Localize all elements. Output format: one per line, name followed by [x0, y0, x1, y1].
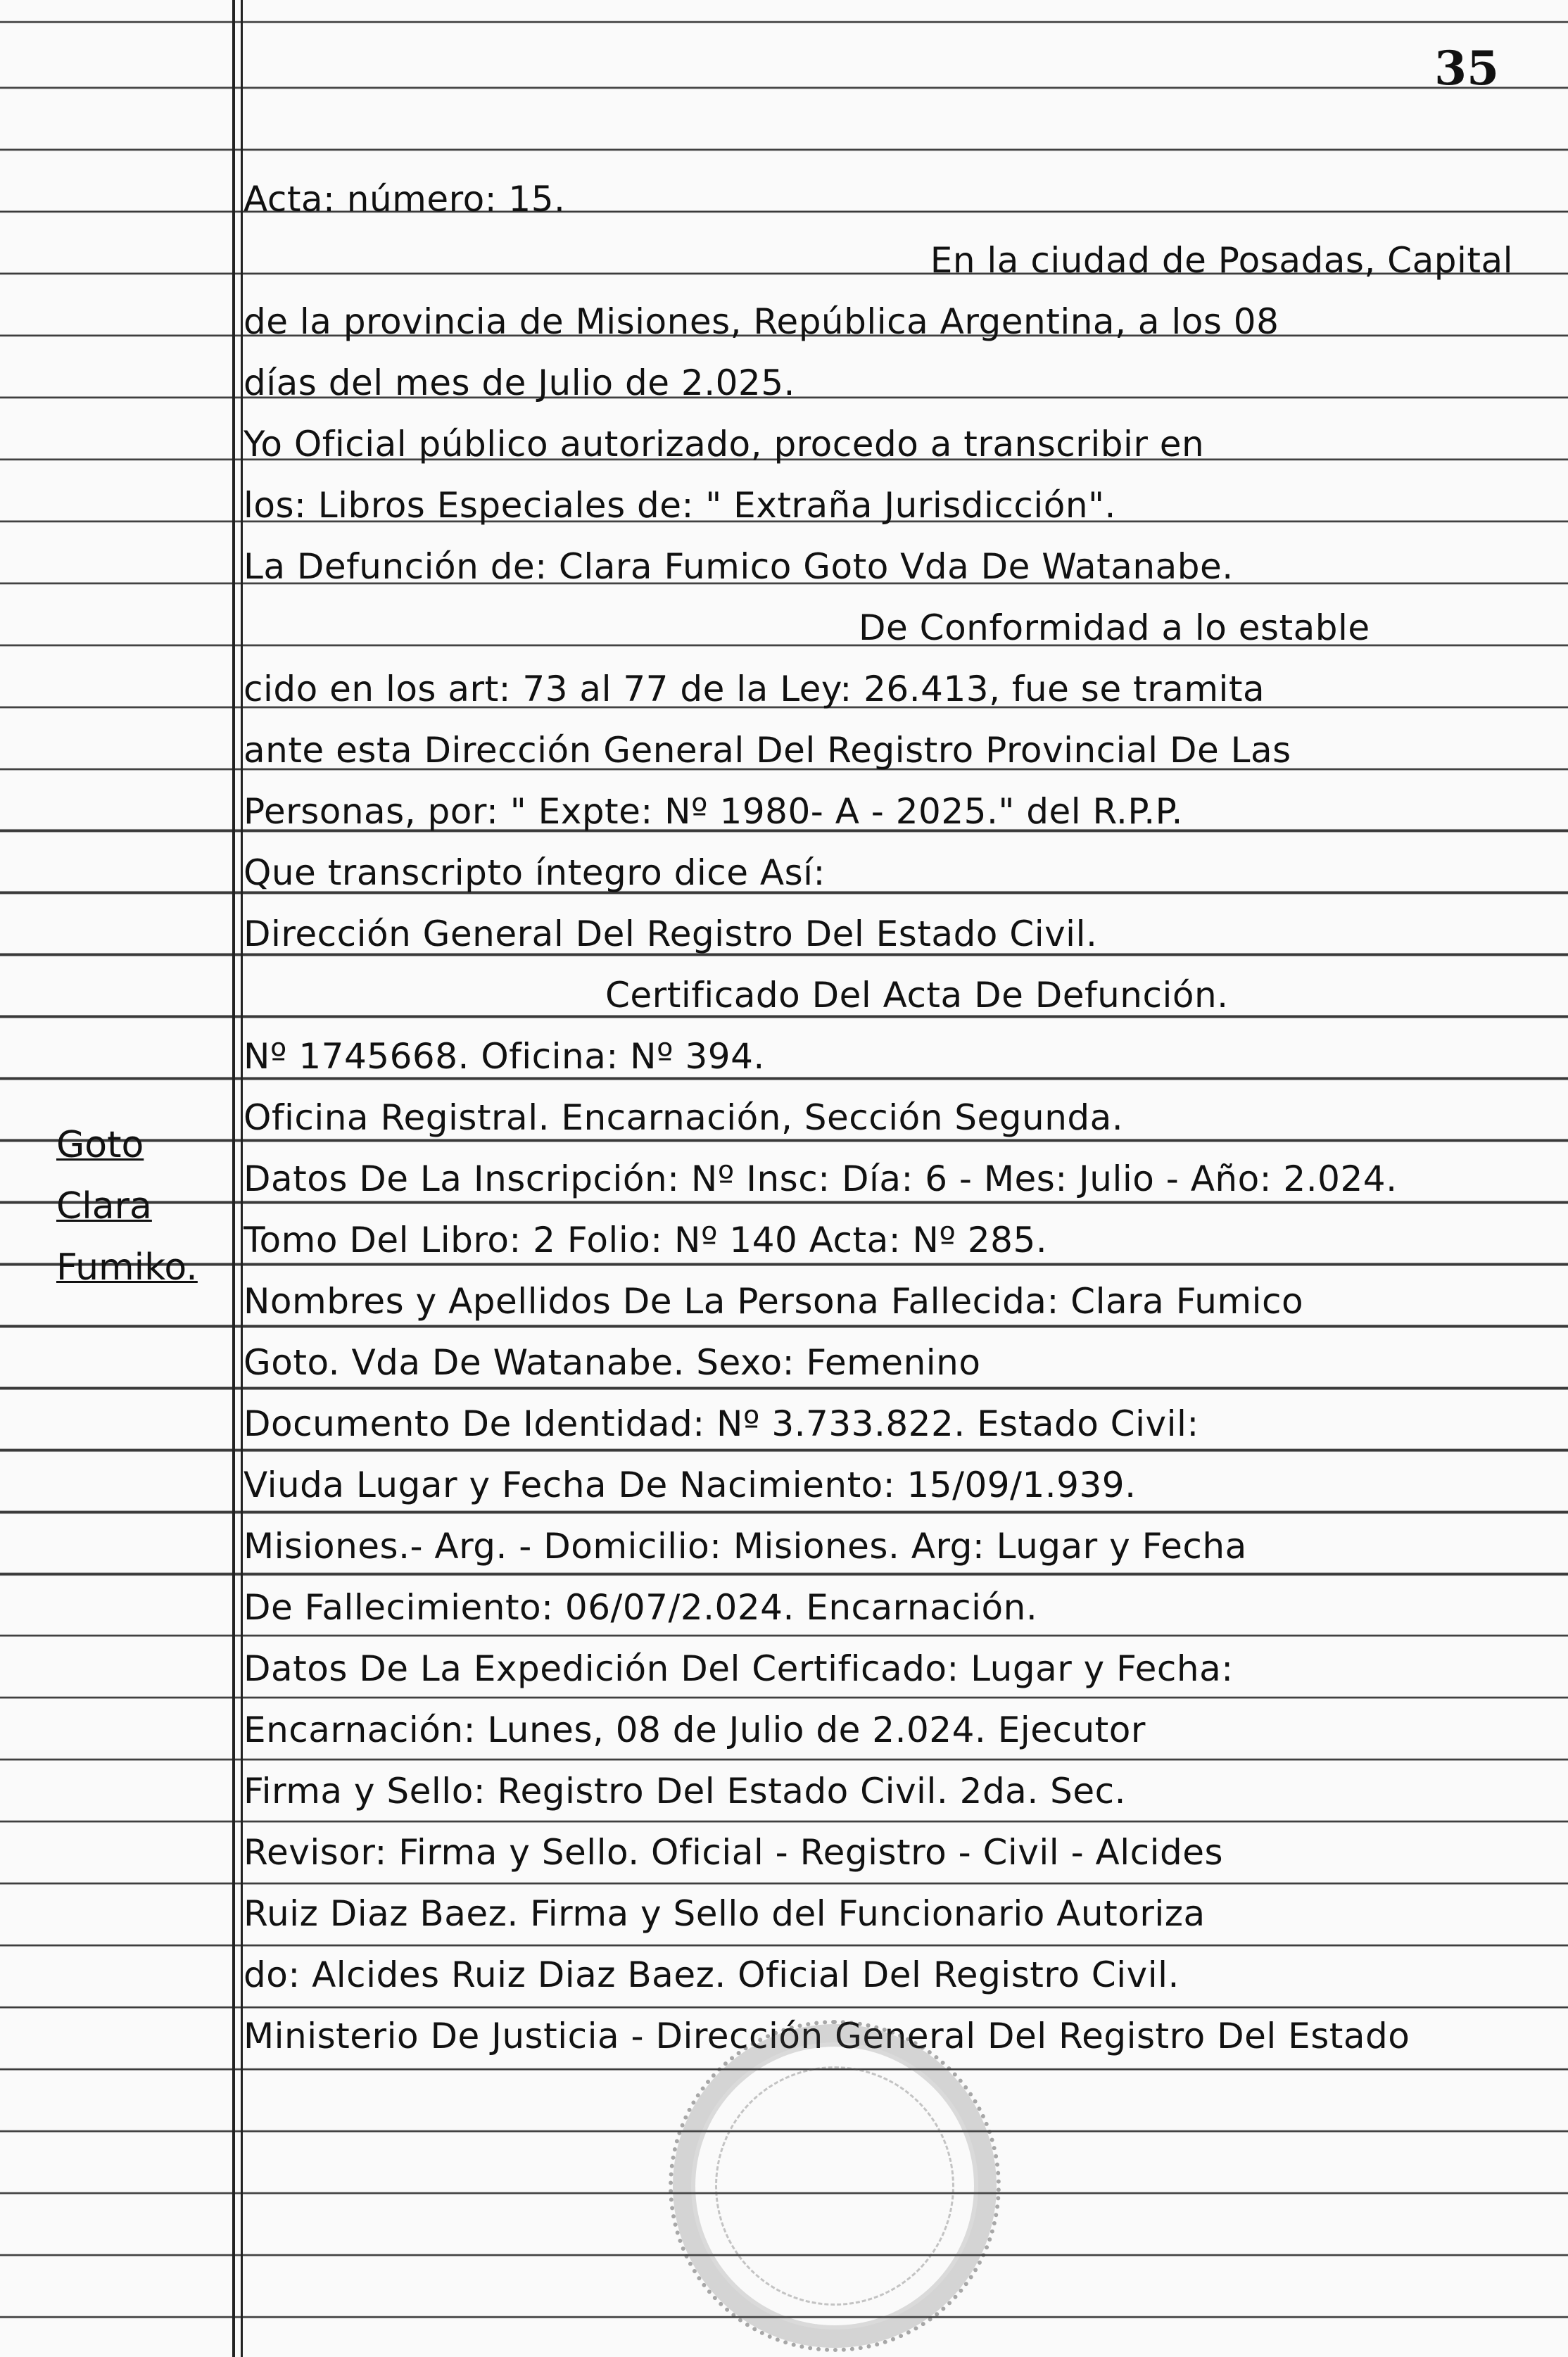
record-line: Firma y Sello: Registro Del Estado Civil. 2da. Sec. — [244, 1771, 1126, 1812]
record-line: De Fallecimiento: 06/07/2.024. Encarnación. — [244, 1587, 1038, 1628]
record-line: Ministerio De Justicia - Dirección General Del Registro Del Estado — [244, 2016, 1410, 2056]
official-seal-stamp — [669, 2020, 1001, 2352]
margin-rule — [232, 0, 235, 2357]
record-line: cido en los art: 73 al 77 de la Ley: 26.413, fue se tramita — [244, 669, 1265, 709]
record-line: Goto. Vda De Watanabe. Sexo: Femenino — [244, 1342, 981, 1383]
seal-inner-ring — [715, 2066, 954, 2306]
record-line: de la provincia de Misiones, República Argentina, a los 08 — [244, 301, 1279, 342]
margin-note-line: Clara — [56, 1185, 152, 1227]
record-line: ante esta Dirección General Del Registro Provincial De Las — [244, 730, 1291, 771]
record-line: Revisor: Firma y Sello. Oficial - Registro - Civil - Alcides — [244, 1832, 1224, 1873]
page-number: 35 — [1434, 41, 1499, 96]
record-line: Yo Oficial público autorizado, procedo a transcribir en — [244, 424, 1205, 465]
record-line: Misiones.- Arg. - Domicilio: Misiones. Arg: Lugar y Fecha — [244, 1526, 1247, 1567]
record-line: Nº 1745668. Oficina: Nº 394. — [244, 1036, 765, 1077]
record-line: Oficina Registral. Encarnación, Sección Segunda. — [244, 1097, 1124, 1138]
margin-note-line: Goto — [56, 1124, 144, 1166]
record-line: De Conformidad a lo estable — [859, 607, 1370, 648]
record-line: Acta: número: 15. — [244, 179, 566, 220]
record-line: Que transcripto íntegro dice Así: — [244, 852, 826, 893]
record-line: Tomo Del Libro: 2 Folio: Nº 140 Acta: Nº 285. — [244, 1220, 1048, 1260]
margin-note-line: Fumiko. — [56, 1246, 198, 1289]
record-line: Ruiz Diaz Baez. Firma y Sello del Funcionario Autoriza — [244, 1893, 1206, 1934]
record-line: Certificado Del Acta De Defunción. — [605, 975, 1229, 1016]
record-line: Datos De La Inscripción: Nº Insc: Día: 6 - Mes: Julio - Año: 2.024. — [244, 1158, 1398, 1199]
record-line: los: Libros Especiales de: " Extraña Jurisdicción". — [244, 485, 1116, 526]
handwritten-record — [239, 169, 1520, 2067]
record-line: La Defunción de: Clara Fumico Goto Vda De Watanabe. — [244, 546, 1234, 587]
record-line: Viuda Lugar y Fecha De Nacimiento: 15/09/1.939. — [244, 1465, 1137, 1505]
record-line: Nombres y Apellidos De La Persona Fallecida: Clara Fumico — [244, 1281, 1304, 1322]
record-line: Documento De Identidad: Nº 3.733.822. Estado Civil: — [244, 1403, 1199, 1444]
record-line: Personas, por: " Expte: Nº 1980- A - 2025." del R.P.P. — [244, 791, 1183, 832]
record-line: do: Alcides Ruiz Diaz Baez. Oficial Del Registro Civil. — [244, 1954, 1180, 1995]
record-line: Encarnación: Lunes, 08 de Julio de 2.024. Ejecutor — [244, 1710, 1146, 1750]
record-line: En la ciudad de Posadas, Capital — [930, 240, 1513, 281]
record-line: Datos De La Expedición Del Certificado: Lugar y Fecha: — [244, 1648, 1234, 1689]
record-line: Dirección General Del Registro Del Estado Civil. — [244, 914, 1098, 954]
margin-name-note — [56, 1115, 198, 1298]
record-line: días del mes de Julio de 2.025. — [244, 362, 795, 403]
